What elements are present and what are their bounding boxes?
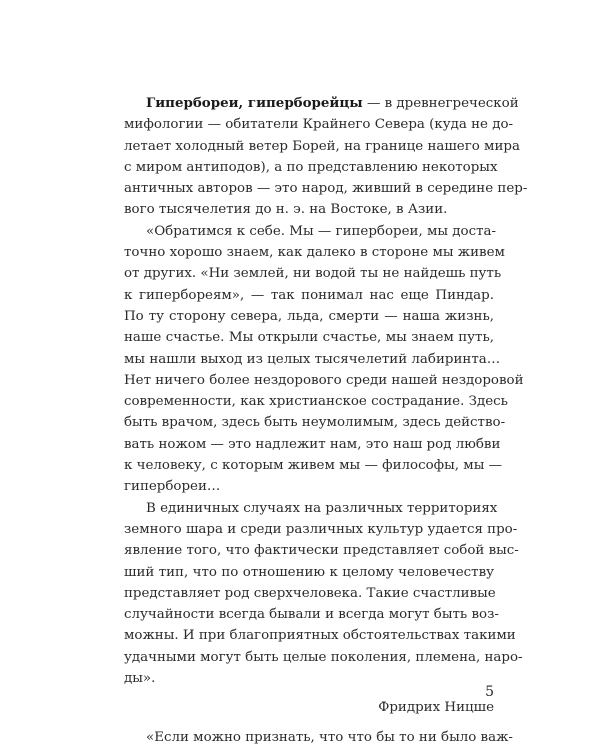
- text-line: явление того, что фактически представляет собой выс-: [124, 543, 519, 559]
- quote-paragraph: [124, 498, 523, 690]
- text-line: быть врачом, здесь быть неумолимым, здесь действо-: [124, 415, 506, 431]
- text-line: наше счастье. Мы открыли счастье, мы знаем путь,: [124, 330, 494, 346]
- text-line: ды».: [124, 671, 156, 687]
- text-line: с миром антиподов), а по представлению некоторых: [124, 159, 498, 175]
- text-line: случайности всегда бывали и всегда могут быть воз-: [124, 607, 499, 623]
- text-line: к гипербореям», — так понимал нас еще Пиндар.: [124, 287, 494, 303]
- text-line: [124, 93, 519, 114]
- text-line: мифологии — обитатели Крайнего Севера (куда не до-: [124, 117, 514, 133]
- text-line: современности, как христианское сострадание. Здесь: [124, 394, 508, 410]
- entry-text: — в древнегреческой: [362, 96, 519, 111]
- entry-term: Гипербореи, гиперборейцы: [146, 95, 363, 111]
- text-line: земного шара и среди различных культур удается про-: [124, 521, 518, 537]
- text-block: [124, 93, 528, 748]
- text-line: точно хорошо знаем, как далеко в стороне мы живем: [124, 245, 505, 261]
- text-line: В единичных случаях на различных территориях: [146, 500, 498, 516]
- text-line: представляет род сверхчеловека. Такие счастливые: [124, 585, 496, 601]
- page-number: 5: [485, 684, 494, 700]
- text-line: от других. «Ни землей, ни водой ты не найдешь путь: [124, 266, 502, 282]
- text-line: можны. И при благоприятных обстоятельствах такими: [124, 628, 516, 644]
- entry-paragraph: [124, 93, 528, 221]
- text-line: античных авторов — это народ, живший в середине пер-: [124, 181, 528, 197]
- text-line: вать ножом — это надлежит нам, это наш род любви: [124, 436, 501, 452]
- next-paragraph-line: «Если можно признать, что что бы то ни было важ-: [146, 729, 513, 745]
- text-line: вого тысячелетия до н. э. на Востоке, в Азии.: [124, 202, 448, 218]
- text-line: «Обратимся к себе. Мы — гипербореи, мы доста-: [146, 223, 497, 239]
- text-line: ший тип, что по отношению к целому человечеству: [124, 564, 494, 580]
- text-line: летает холодный ветер Борей, на границе нашего мира: [124, 138, 520, 154]
- text-line: По ту сторону севера, льда, смерти — наша жизнь,: [124, 308, 494, 324]
- text-line: мы нашли выход из целых тысячелетий лабиринта…: [124, 351, 501, 367]
- text-line: удачными могут быть целые поколения, племена, наро-: [124, 649, 523, 665]
- quote-paragraph: [124, 221, 524, 498]
- quote-author: Фридрих Ницше: [378, 700, 494, 716]
- text-line: к человеку, с которым живем мы — философы, мы —: [124, 458, 503, 474]
- text-line: Нет ничего более нездорового среди нашей нездоровой: [124, 372, 524, 388]
- text-line: гипербореи…: [124, 479, 221, 495]
